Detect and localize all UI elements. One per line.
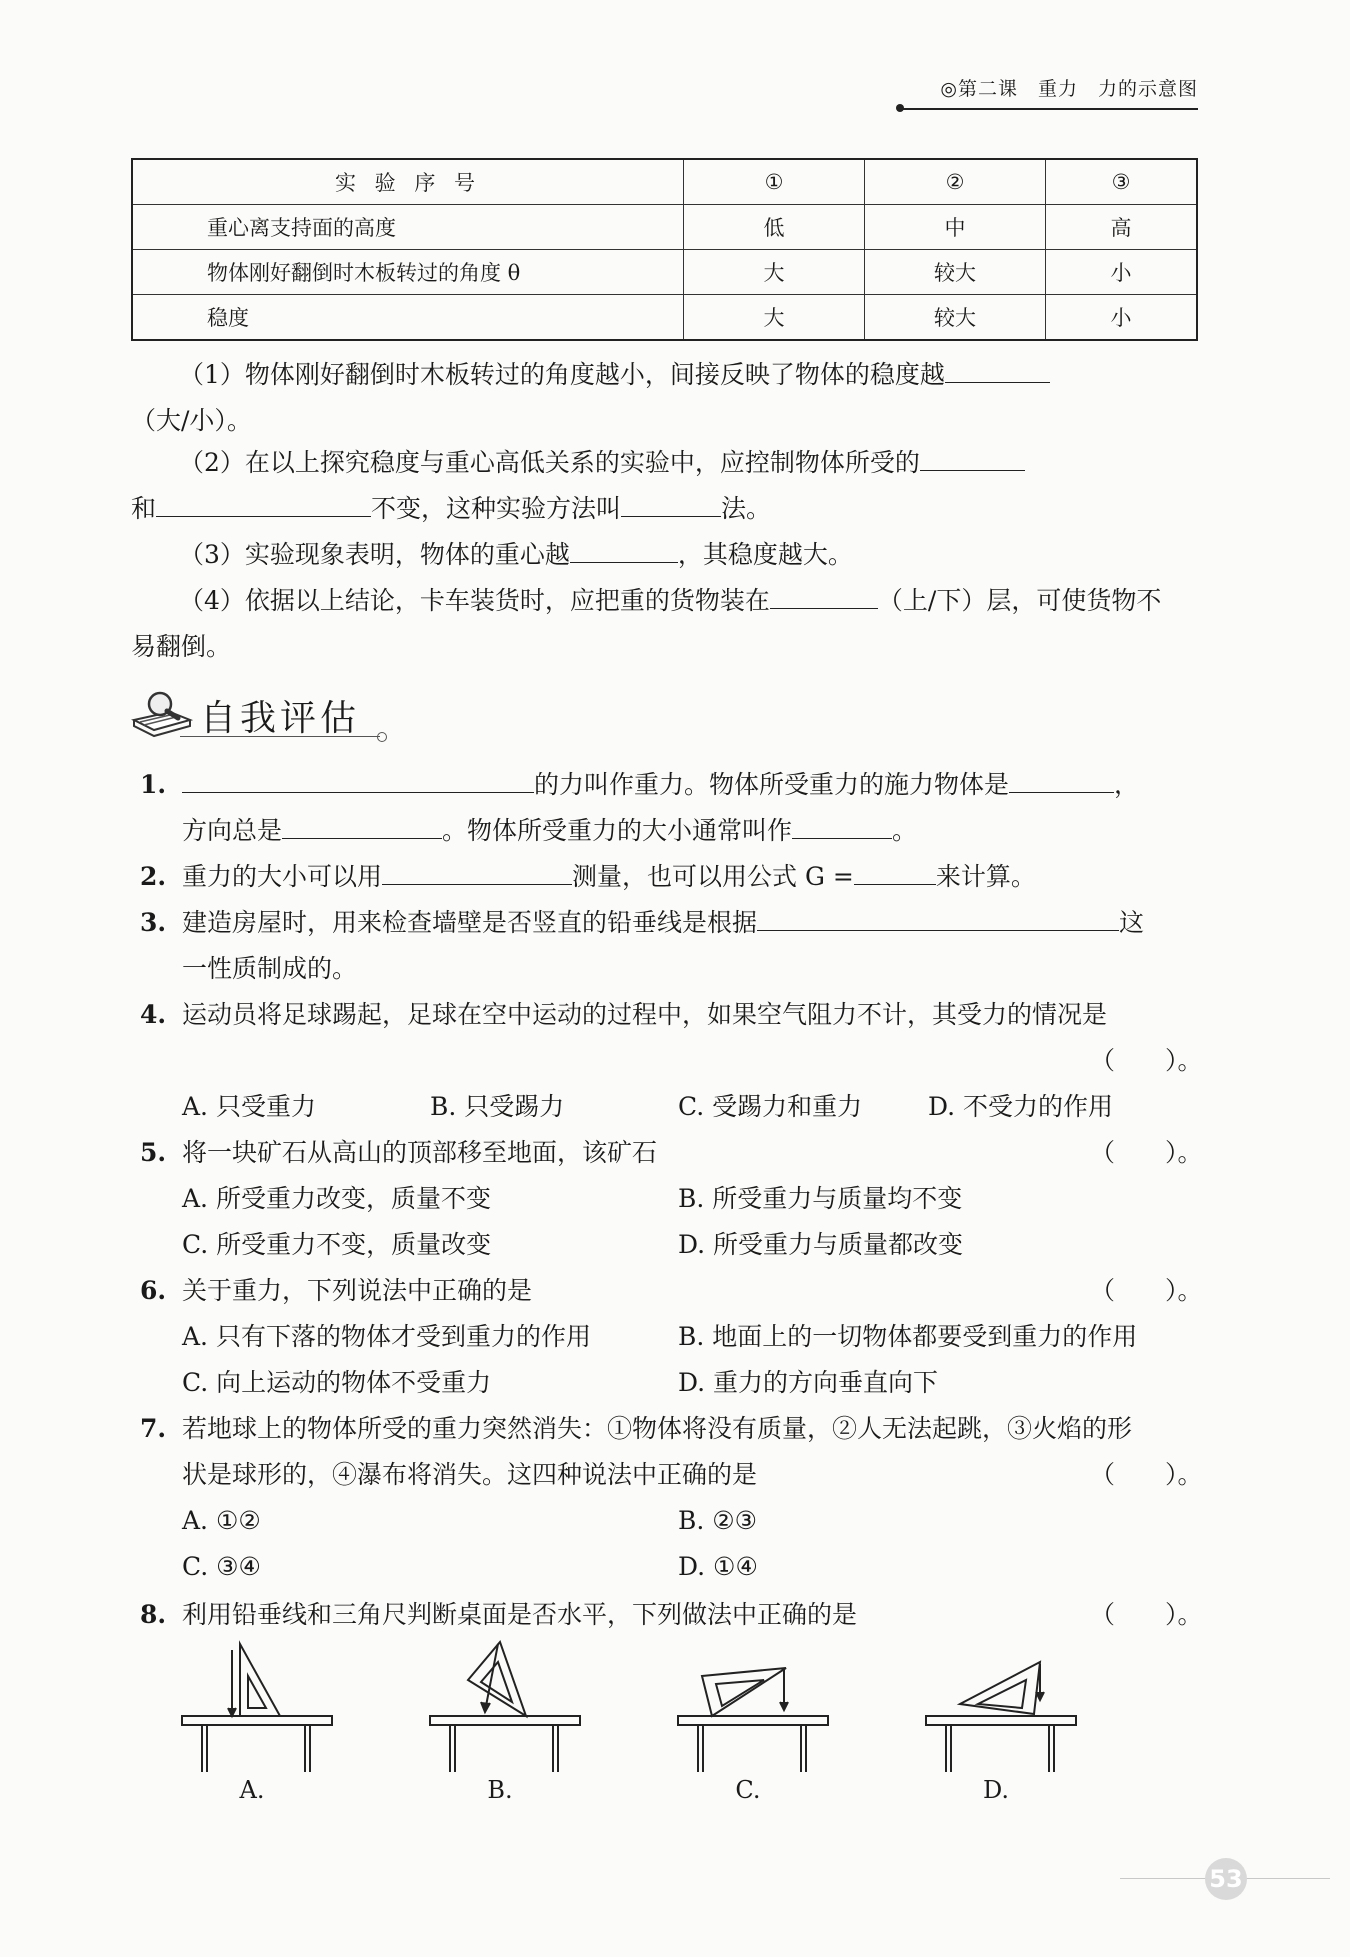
- question-8-text: 利用铅垂线和三角尺判断桌面是否水平，下列做法中正确的是: [182, 1600, 858, 1629]
- question-text: 来计算。: [935, 862, 1036, 891]
- table-header-cell: 实 验 序 号: [132, 159, 684, 205]
- table-cell: 稳度: [132, 295, 684, 341]
- question-text: 状是球形的，④瀑布将消失。这四种说法中正确的是: [182, 1460, 758, 1489]
- exp-q1-text-b: （大/小）。: [131, 406, 252, 435]
- answer-paren[interactable]: （ ）。: [1090, 1046, 1203, 1075]
- question-2-body: [182, 854, 1202, 900]
- exp-question-2: [131, 440, 1201, 532]
- exp-question-3: [131, 532, 1201, 578]
- question-4-text: 运动员将足球踢起，足球在空中运动的过程中，如果空气阻力不计，其受力的情况是: [182, 1000, 1108, 1029]
- table-header-cell: ③: [1046, 159, 1198, 205]
- question-number: 2.: [140, 862, 167, 891]
- figure-label-a[interactable]: A.: [239, 1776, 265, 1804]
- page-number: 53: [1205, 1858, 1247, 1900]
- table-row: [132, 295, 1197, 341]
- figure-c-table: [678, 1668, 828, 1772]
- question-text: 建造房屋时，用来检查墙壁是否竖直的铅垂线是根据: [182, 908, 758, 937]
- answer-paren[interactable]: （ ）。: [1090, 1138, 1203, 1167]
- table-cell: 物体刚好翻倒时木板转过的角度 θ: [132, 250, 684, 295]
- table-cell: 较大: [865, 295, 1046, 341]
- exp-q4-text: （4）依据以上结论，卡车装货时，应把重的货物装在: [179, 586, 770, 615]
- table-header-cell: ①: [684, 159, 865, 205]
- exp-q3-text-b: ，其稳度越大。: [677, 540, 853, 569]
- option-c[interactable]: C. 受踢力和重力: [678, 1092, 863, 1121]
- question-text: 方向总是: [182, 816, 283, 845]
- answer-paren[interactable]: （ ）。: [1090, 1276, 1203, 1305]
- exp-q2-text-b3: 法。: [721, 494, 772, 523]
- table-row: [132, 250, 1197, 295]
- figure-b-table: [430, 1642, 580, 1772]
- option-a[interactable]: A. 所受重力改变，质量不变: [182, 1184, 491, 1213]
- question-text: 。: [892, 816, 918, 845]
- answer-blank[interactable]: [792, 808, 892, 839]
- option-d[interactable]: D. 所受重力与质量都改变: [678, 1230, 964, 1259]
- header-rule: [900, 108, 1198, 110]
- question-text: 重力的大小可以用: [182, 862, 383, 891]
- running-header: [900, 74, 1198, 101]
- table-cell: 高: [1046, 205, 1198, 250]
- answer-blank[interactable]: [382, 854, 572, 885]
- question-text: 。物体所受重力的大小通常叫作: [442, 816, 793, 845]
- question-3-body: [182, 900, 1202, 992]
- question-number: 4.: [140, 1000, 167, 1029]
- section-underline-end: [377, 732, 387, 742]
- option-b[interactable]: B. 地面上的一切物体都要受到重力的作用: [678, 1322, 1138, 1351]
- exp-q4-text-b: （上/下）层，可使货物不: [877, 586, 1162, 615]
- table-cell: 中: [865, 205, 1046, 250]
- table-cell: 大: [684, 295, 865, 341]
- option-b[interactable]: B. 所受重力与质量均不变: [678, 1184, 963, 1213]
- table-cell: 小: [1046, 250, 1198, 295]
- question-text: 的力叫作重力。物体所受重力的施力物体是: [534, 770, 1010, 799]
- option-d[interactable]: D. 重力的方向垂直向下: [678, 1368, 939, 1397]
- answer-blank[interactable]: [757, 900, 1119, 931]
- question-1-body: [182, 762, 1202, 854]
- table-cell: 重心离支持面的高度: [132, 205, 684, 250]
- section-title: 自我评估: [200, 698, 361, 739]
- answer-blank[interactable]: [770, 578, 878, 609]
- header-title: ◎第二课 重力 力的示意图: [940, 78, 1198, 100]
- option-a[interactable]: A. 只有下落的物体才受到重力的作用: [182, 1322, 591, 1351]
- question-number: 7.: [140, 1414, 167, 1443]
- answer-blank[interactable]: [854, 854, 936, 885]
- answer-blank[interactable]: [945, 352, 1050, 383]
- figure-a-table: [182, 1644, 332, 1772]
- table-cell: 大: [684, 250, 865, 295]
- answer-blank[interactable]: [570, 532, 678, 563]
- option-b[interactable]: B. 只受踢力: [430, 1092, 565, 1121]
- question-number: 3.: [140, 908, 167, 937]
- answer-blank[interactable]: [621, 486, 721, 517]
- q8-figures: [170, 1640, 1150, 1780]
- question-number: 8.: [140, 1600, 167, 1629]
- exp-q2-text-b2: 不变，这种实验方法叫: [371, 494, 622, 523]
- exp-q2-text: （2）在以上探究稳度与重心高低关系的实验中，应控制物体所受的: [179, 448, 920, 477]
- question-7-text: [182, 1406, 1202, 1498]
- question-text: ，: [1114, 770, 1140, 799]
- question-5-text: 将一块矿石从高山的顶部移至地面，该矿石: [182, 1138, 658, 1167]
- question-text: 测量，也可以用公式 G =: [572, 862, 854, 891]
- table-cell: 较大: [865, 250, 1046, 295]
- answer-blank[interactable]: [1009, 762, 1114, 793]
- answer-blank[interactable]: [282, 808, 442, 839]
- option-c[interactable]: C. 所受重力不变，质量改变: [182, 1230, 492, 1259]
- question-number: 6.: [140, 1276, 167, 1305]
- option-d[interactable]: D. ①④: [678, 1552, 758, 1581]
- answer-blank[interactable]: [182, 762, 534, 793]
- header-dot: [896, 104, 904, 112]
- question-number: 5.: [140, 1138, 167, 1167]
- option-c[interactable]: C. 向上运动的物体不受重力: [182, 1368, 492, 1397]
- figure-label-b[interactable]: B.: [487, 1776, 513, 1804]
- table-cell: 低: [684, 205, 865, 250]
- table-cell: 小: [1046, 295, 1198, 341]
- figure-label-c[interactable]: C.: [735, 1776, 761, 1804]
- option-a[interactable]: A. ①②: [182, 1506, 261, 1535]
- table-header-row: [132, 159, 1197, 205]
- option-c[interactable]: C. ③④: [182, 1552, 261, 1581]
- exp-q2-text-b1: 和: [131, 494, 157, 523]
- question-text: 这: [1119, 908, 1145, 937]
- exp-q3-text: （3）实验现象表明，物体的重心越: [179, 540, 570, 569]
- option-b[interactable]: B. ②③: [678, 1506, 758, 1535]
- question-number: 1.: [140, 770, 167, 799]
- figure-d-table: [926, 1662, 1076, 1772]
- exp-q4-text-c: 易翻倒。: [131, 632, 232, 661]
- option-d[interactable]: D. 不受力的作用: [928, 1092, 1114, 1121]
- exp-q1-text: （1）物体刚好翻倒时木板转过的角度越小，间接反映了物体的稳度越: [179, 360, 945, 389]
- table-row: [132, 205, 1197, 250]
- figure-label-d[interactable]: D.: [982, 1776, 1009, 1804]
- question-text: 一性质制成的。: [182, 954, 358, 983]
- experiment-table: [131, 158, 1198, 341]
- section-underline: [180, 736, 380, 737]
- exp-question-4: [131, 578, 1201, 670]
- question-6-text: 关于重力，下列说法中正确的是: [182, 1276, 533, 1305]
- answer-paren[interactable]: （ ）。: [1090, 1460, 1203, 1489]
- option-a[interactable]: A. 只受重力: [182, 1092, 316, 1121]
- answer-blank[interactable]: [156, 486, 371, 517]
- answer-blank[interactable]: [920, 440, 1025, 471]
- exp-question-1: [131, 352, 1201, 444]
- table-header-cell: ②: [865, 159, 1046, 205]
- magnifier-book-icon: [130, 684, 198, 738]
- answer-paren[interactable]: （ ）。: [1090, 1600, 1203, 1629]
- question-text: 若地球上的物体所受的重力突然消失：①物体将没有质量，②人无法起跳，③火焰的形: [182, 1414, 1133, 1443]
